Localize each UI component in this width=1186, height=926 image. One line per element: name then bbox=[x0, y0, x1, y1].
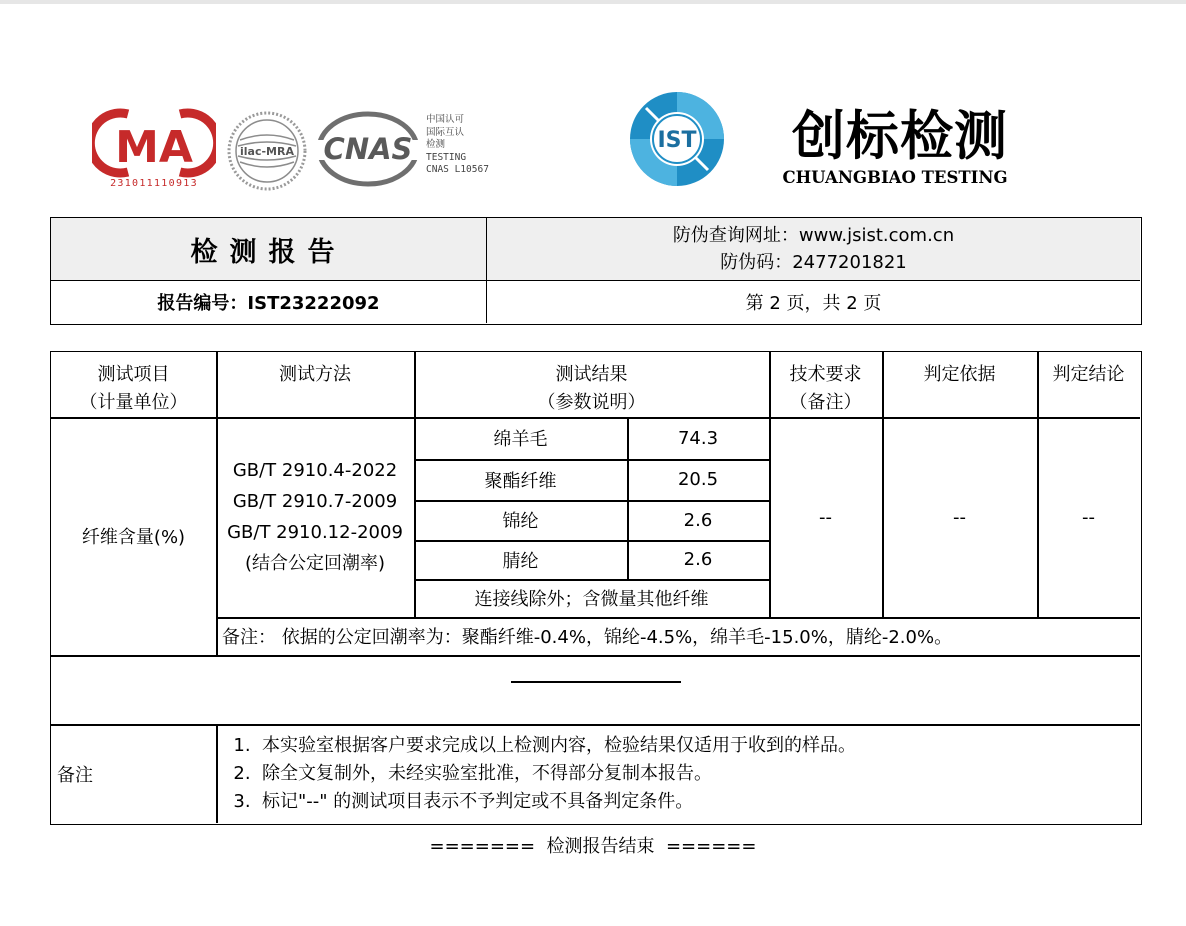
cma-logo-text: MA bbox=[115, 122, 193, 173]
basis-cell: -- bbox=[953, 506, 966, 528]
method-line: (结合公定回潮率) bbox=[244, 553, 386, 574]
header-test-item bbox=[51, 352, 216, 417]
header-line: 测试方法 bbox=[279, 364, 351, 385]
brand-name-cn: 创标检测 bbox=[792, 106, 1008, 167]
conclusion-cell: -- bbox=[1082, 506, 1095, 528]
fiber-value: 20.5 bbox=[677, 469, 719, 490]
remark-item bbox=[222, 788, 693, 816]
remark-item bbox=[222, 760, 712, 788]
header-line: （计量单位） bbox=[79, 392, 188, 413]
header-line: 测试结果 bbox=[555, 364, 628, 385]
ist-logo-text: IST bbox=[657, 128, 697, 153]
test-results-table bbox=[50, 351, 1142, 825]
fiber-name: 绵羊毛 bbox=[493, 429, 548, 450]
requirement-cell: -- bbox=[819, 506, 832, 528]
verify-url: 防伪查询网址：www.jsist.com.cn bbox=[672, 225, 955, 246]
moisture-regain-note: 备注： 依据的公定回潮率为：聚酯纤维-0.4%，锦纶-4.5%，绵羊毛-15.0%，腈纶-2.0%。 bbox=[222, 627, 953, 648]
remark-item bbox=[222, 732, 856, 760]
header-line: 判定依据 bbox=[923, 364, 996, 385]
fiber-name: 聚酯纤维 bbox=[484, 470, 557, 492]
report-end-marker: ======= 检测报告结束 ====== bbox=[429, 836, 757, 857]
method-line: GB/T 2910.4-2022 bbox=[232, 460, 398, 481]
cnas-caption-line: TESTING bbox=[426, 151, 467, 163]
remark-number: 3. bbox=[233, 790, 251, 812]
header-line: （备注） bbox=[789, 392, 862, 413]
ilac-logo-text: ilac-MRA bbox=[240, 145, 294, 158]
remarks-list bbox=[216, 724, 1140, 823]
header-line: 技术要求 bbox=[789, 364, 862, 385]
cnas-logo-text: CNAS bbox=[323, 132, 413, 166]
remark-text: 本实验室根据客户要求完成以上检测内容，检验结果仅适用于收到的样品。 bbox=[262, 734, 856, 756]
remarks-label: 备注 bbox=[57, 764, 93, 786]
header-requirement bbox=[769, 352, 882, 417]
test-methods-cell bbox=[216, 417, 414, 617]
test-item-cell: 纤维含量(%) bbox=[81, 527, 186, 548]
remark-number: 2. bbox=[233, 762, 251, 784]
report-title: 检测报告 bbox=[51, 218, 486, 280]
cnas-caption-line: 中国认可 bbox=[426, 114, 465, 125]
page-info: 第 2 页，共 2 页 bbox=[486, 280, 1140, 323]
remark-text: 除全文复制外，未经实验室批准，不得部分复制本报告。 bbox=[262, 762, 712, 784]
header-basis bbox=[882, 352, 1037, 417]
header-line: （参数说明） bbox=[537, 392, 646, 413]
header-test-method bbox=[216, 352, 414, 417]
remark-text: 标记"--" 的测试项目表示不予判定或不具备判定条件。 bbox=[262, 790, 694, 812]
ilac-mra-logo bbox=[226, 110, 308, 192]
header-line: 测试项目 bbox=[97, 364, 170, 385]
cnas-caption-line: 检测 bbox=[426, 139, 446, 151]
cnas-caption-line: 国际互认 bbox=[426, 126, 465, 138]
header-conclusion bbox=[1037, 352, 1140, 417]
fiber-value: 2.6 bbox=[683, 549, 713, 570]
cnas-logo bbox=[316, 110, 420, 188]
top-border bbox=[0, 0, 1186, 4]
blank-separator-line bbox=[511, 681, 681, 683]
result-note: 连接线除外；含微量其他纤维 bbox=[474, 589, 709, 610]
fiber-value: 74.3 bbox=[677, 427, 719, 449]
header-line: 判定结论 bbox=[1052, 364, 1125, 385]
fiber-name: 腈纶 bbox=[502, 550, 539, 572]
verification-info bbox=[486, 218, 1140, 280]
cma-number: 231011110913 bbox=[110, 178, 198, 189]
brand-name-en: CHUANGBIAO TESTING bbox=[782, 168, 1008, 187]
report-number: 报告编号：IST23222092 bbox=[51, 280, 486, 323]
verify-code: 防伪码：2477201821 bbox=[720, 252, 907, 273]
header-test-result bbox=[414, 352, 769, 417]
fiber-name: 锦纶 bbox=[502, 511, 539, 532]
report-header-box bbox=[50, 217, 1142, 325]
table-rule bbox=[51, 655, 1140, 657]
method-line: GB/T 2910.7-2009 bbox=[232, 491, 398, 512]
remark-number: 1. bbox=[233, 734, 251, 756]
cnas-caption-line: CNAS L10567 bbox=[426, 164, 489, 176]
fiber-value: 2.6 bbox=[683, 509, 713, 531]
method-line: GB/T 2910.12-2009 bbox=[227, 522, 403, 543]
cma-logo bbox=[92, 108, 216, 190]
cnas-caption bbox=[426, 114, 512, 177]
ist-logo bbox=[626, 88, 728, 190]
